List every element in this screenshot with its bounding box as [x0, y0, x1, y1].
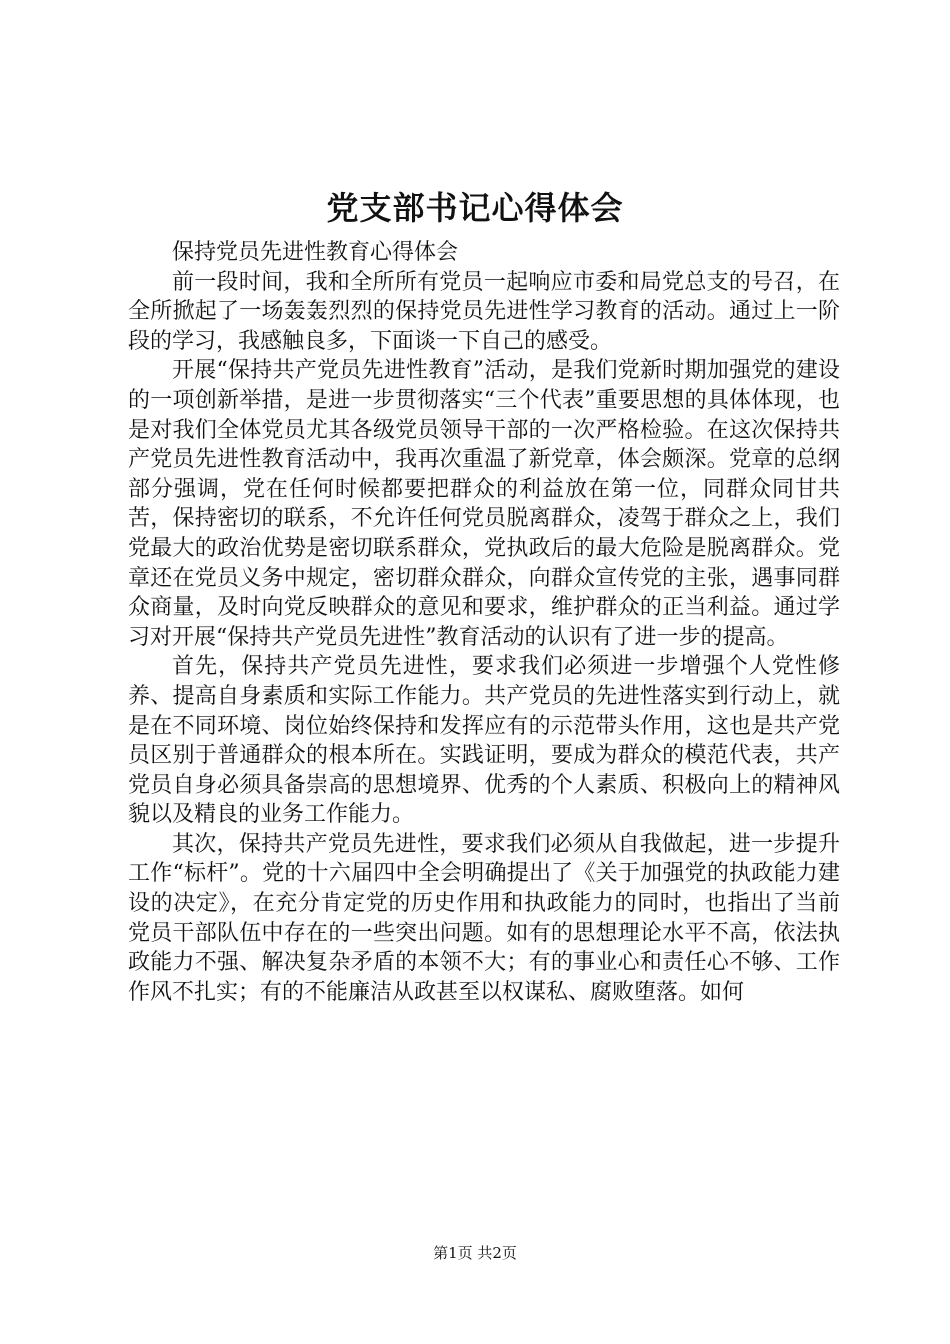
body-paragraph: 其次，保持共产党员先进性，要求我们必须从自我做起，进一步提升工作“标杆”。党的十六届四中全会明确提出了《关于加强党的执政能力建设的决定》，在充分肯定党的历史作用和执政能力的同时，也指出了当前党员干部队伍中存在的一些突出问题。如有的思想理论水平不高，依法执政能力不强、解决复杂矛盾的本领不大；有的事业心和责任心不够、工作作风不扎实；有的不能廉洁从政甚至以权谋私、腐败堕落。如何 — [128, 831, 840, 1005]
subtitle-paragraph: 保持党员先进性教育心得体会 — [172, 240, 459, 265]
page-number-footer: 第1页 共2页 — [433, 1244, 517, 1262]
body-paragraph: 开展“保持共产党员先进性教育”活动，是我们党新时期加强党的建设的一项创新举措，是进一步贯彻落实“三个代表”重要思想的具体体现，也是对我们全体党员尤其各级党员领导干部的一次严格检验。在这次保持共产党员先进性教育活动中，我再次重温了新党章，体会颇深。党章的总纲部分强调，党在任何时候都要把群众的利益放在第一位，同群众同甘共苦，保持密切的联系，不允许任何党员脱离群众，凌驾于群众之上，我们党最大的政治优势是密切联系群众，党执政后的最大危险是脱离群众。党章还在党员义务中规定，密切群众群众，向群众宣传党的主张，遇事同群众商量，及时向党反映群众的意见和要求，维护群众的正当利益。通过学习对开展“保持共产党员先进性”教育活动的认识有了进一步的提高。 — [128, 358, 840, 650]
body-paragraph: 首先，保持共产党员先进性，要求我们必须进一步增强个人党性修养、提高自身素质和实际工作能力。共产党员的先进性落实到行动上，就是在不同环境、岗位始终保持和发挥应有的示范带头作用，这也是共产党员区别于普通群众的根本所在。实践证明，要成为群众的模范代表，共产党员自身必须具备崇高的思想境界、优秀的个人素质、积极向上的精神风貌以及精良的业务工作能力。 — [128, 654, 840, 828]
document-body — [128, 238, 840, 1007]
body-paragraph: 前一段时间，我和全所所有党员一起响应市委和局党总支的号召，在全所掀起了一场轰轰烈烈的保持党员先进性学习教育的活动。通过上一阶段的学习，我感触良多，下面谈一下自己的感受。 — [128, 269, 840, 354]
document-title: 党支部书记心得体会 — [326, 189, 624, 227]
